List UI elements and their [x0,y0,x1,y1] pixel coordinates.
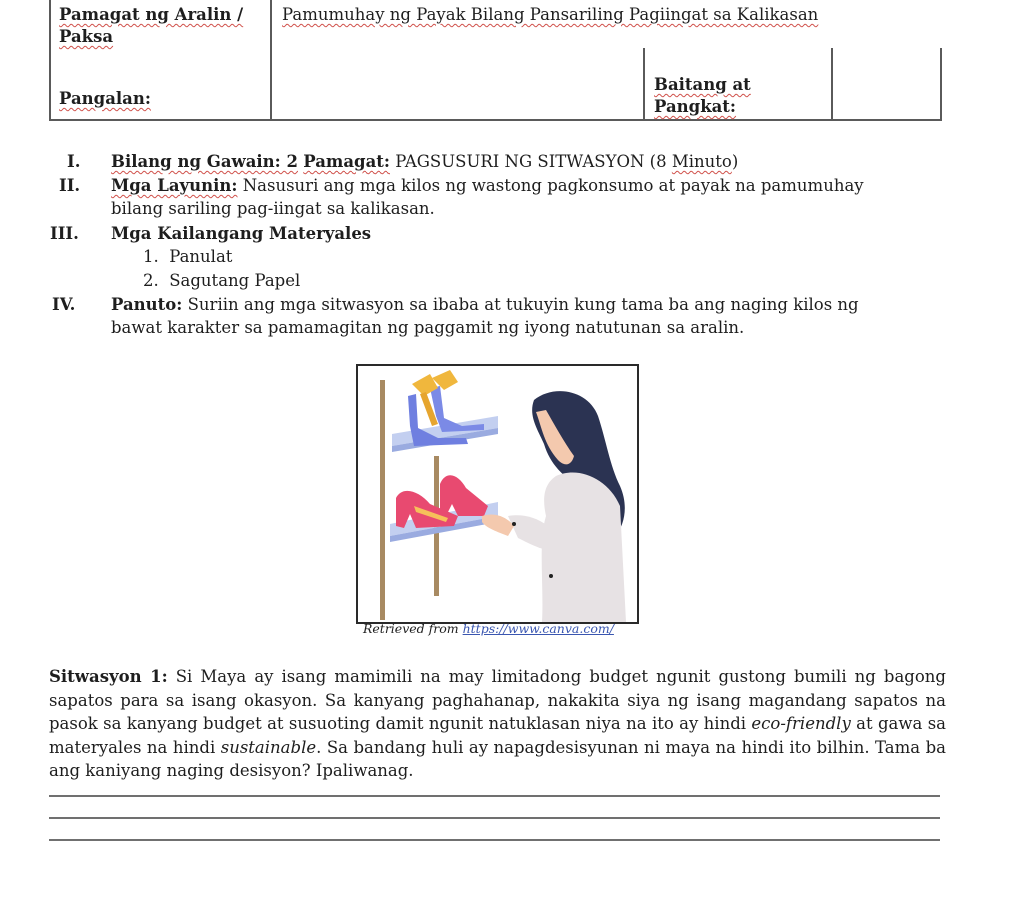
situation-text-c: . Sa bandang huli ay napagdesisyunan ni maya na hindi ito bilhin. Tama ba ang kaniyang naging desisyon? Ipaliwanag. [49,737,946,780]
answer-line-1[interactable] [49,795,940,797]
table-divider-2 [643,48,645,121]
instructions-label: Panuto: [111,295,183,314]
numeral-iii: III. [50,224,79,243]
materials-label: Mga Kailangang Materyales [111,224,372,243]
objectives-text-2: bilang sariling pag-iingat sa kalikasan. [111,199,435,218]
header-table [49,0,942,121]
name-label: Pangalan: [59,89,151,108]
shoe-shopping-illustration [356,364,639,624]
term-sustainable: sustainable [220,737,317,757]
grade-label-line1: Baitang at [654,75,751,94]
situation-text-b: at gawa sa materyales na hindi [49,714,946,757]
canva-link[interactable]: https://www.canva.com/ [462,621,614,636]
woman-shoes-image [358,366,637,622]
numeral-i: I. [67,152,81,171]
objectives-line1 [111,174,864,197]
answer-line-2[interactable] [49,817,940,819]
table-border-right [940,48,942,121]
activity-title: PAGSUSURI NG SITWASYON (8 [395,152,667,171]
title-label: Pamagat: [303,152,390,171]
situation-1-paragraph [49,665,946,783]
objectives-text-1: Nasusuri ang mga kilos ng wastong pagkonsumo at payak na pamumuhay [242,176,864,195]
activity-line [111,150,738,173]
situation-label: Sitwasyon 1: [49,667,168,686]
paren-close: ) [731,152,739,171]
table-divider-1 [270,0,272,121]
lesson-title-label-line2: Paksa [59,27,114,46]
materials-item-2: 2. Sagutang Papel [143,271,301,290]
grade-label-line2: Pangkat: [654,97,737,116]
lesson-title-label-line1: Pamagat ng Aralin / [59,5,244,24]
numeral-iv: IV. [52,295,76,314]
instructions-text-1: Suriin ang mga sitwasyon sa ibaba at tukuyin kung tama ba ang naging kilos ng [187,295,859,314]
answer-line-3[interactable] [49,839,940,841]
materials-item-1: 1. Panulat [143,247,233,266]
grade-section-label [654,74,751,118]
lesson-title-label [59,4,243,48]
lesson-title-value: Pamumuhay ng Payak Bilang Pansariling Pagiingat sa Kalikasan [282,5,819,24]
objectives-label: Mga Layunin: [111,176,238,195]
activity-duration-unit: Minuto [671,152,732,171]
name-field[interactable] [275,50,639,118]
instructions-line1 [111,293,859,316]
numeral-ii: II. [59,176,81,195]
table-divider-3 [831,48,833,121]
instructions-text-2: bawat karakter sa pamamagitan ng paggamit ng iyong natutunan sa aralin. [111,318,745,337]
caption-prefix: Retrieved from [363,621,463,636]
image-caption [363,621,614,636]
table-border-left [49,0,51,121]
grade-section-field[interactable] [835,50,937,118]
situation-text-a: Si Maya ay isang mamimili na may limitadong budget ngunit gustong bumili ng bagong sapatos para sa isang okasyon. Sa kanyang paghahanap, nakakita siya ng isang magandang sapatos na pasok sa kanyang budget at susuoting damit ngunit natuklasan niya na ito ay hindi [49,667,946,733]
term-eco-friendly: eco-friendly [751,714,851,733]
table-border-bottom [49,119,942,121]
activity-number-label: Bilang ng Gawain: 2 [111,152,298,171]
